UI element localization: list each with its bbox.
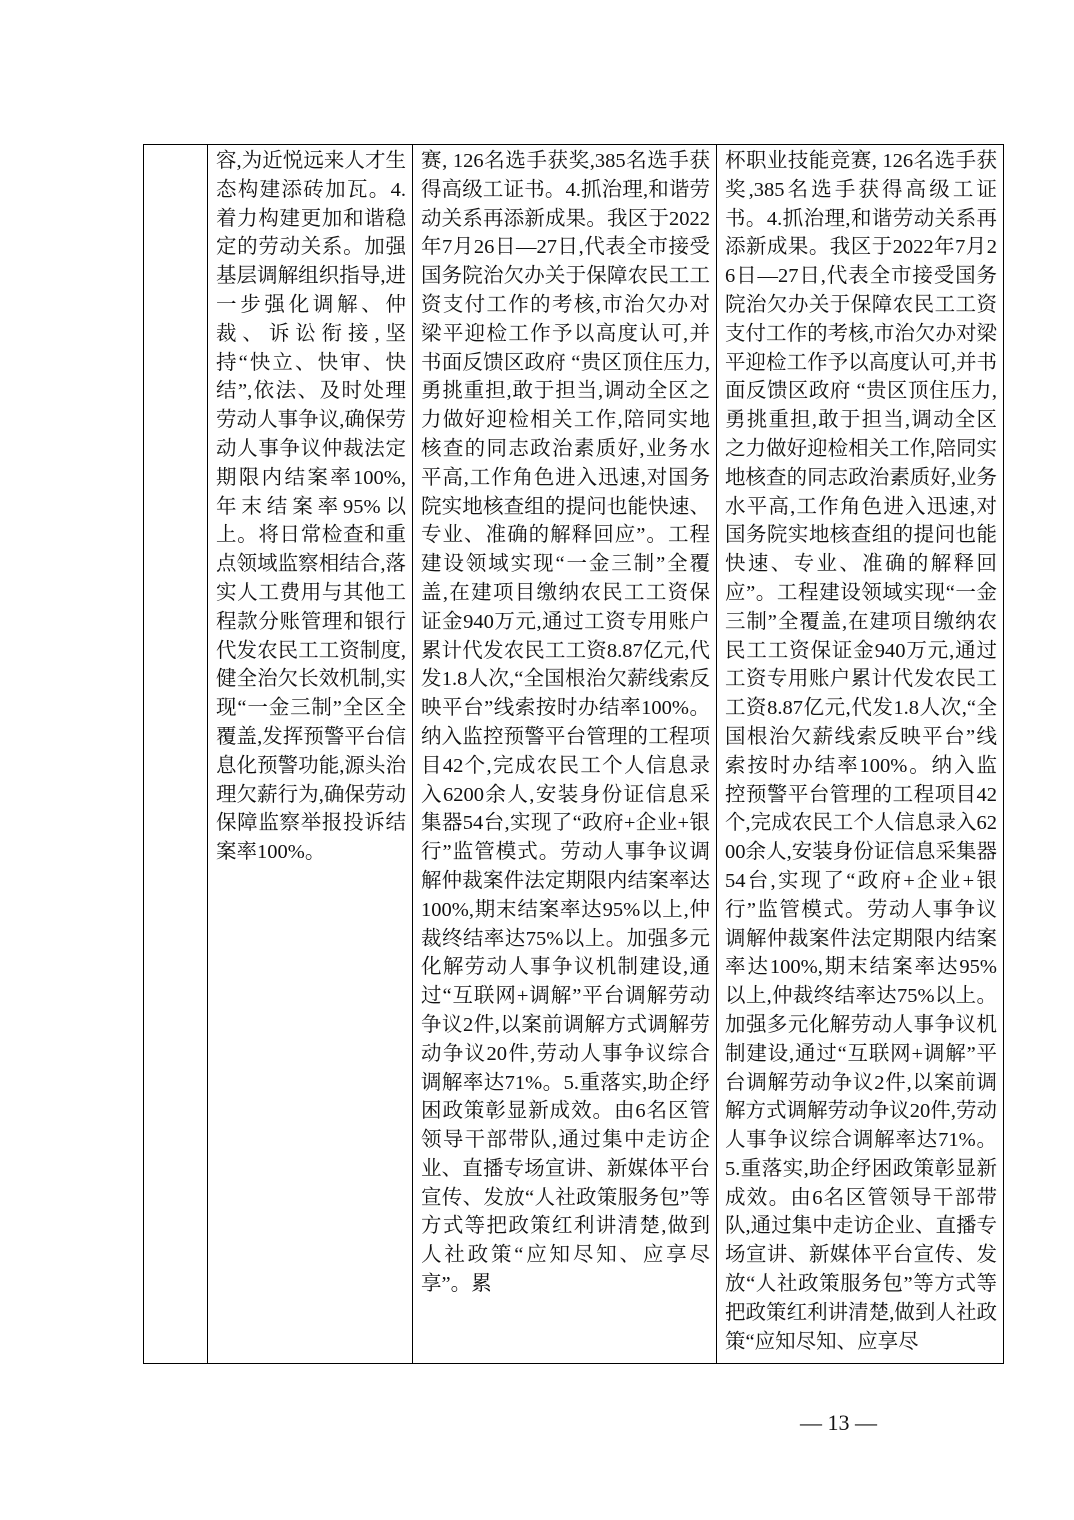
- table-cell-goals: [208, 145, 413, 1364]
- page-number: — 13 —: [800, 1410, 877, 1435]
- table-cell-results: [717, 145, 1004, 1364]
- results-text: 杯职业技能竞赛, 126名选手获奖,385名选手获得高级工证书。4.抓治理,和谐劳动关系再添新成果。我区于2022年7月26日—27日,代表全市接受国务院治欠办关于保障农民工工资支付工作的考核,市治欠办对梁平迎检工作予以高度认可,并书面反馈区政府 “贵区顶住压力,勇挑重担,敢于担当,调动全区之力做好迎检相关工作,陪同实地核查的同志政治素质好,业务水平高,工作角色进入迅速,对国务院实地核查组的提问也能快速、专业、准确的解释回应”。工程建设领域实现“一金三制”全覆盖,在建项目缴纳农民工工资保证金940万元,通过工资专用账户累计代发农民工工资8.87亿元,代发1.8人次,“全国根治欠薪线索反映平台”线索按时办结率100%。纳入监控预警平台管理的工程项目42个,完成农民工个人信息录入6200余人,安装身份证信息采集器54台,实现了“政府+企业+银行”监管模式。劳动人事争议调解仲裁案件法定期限内结案率达100%,期末结案率达95%以上,仲裁终结率达75%以上。加强多元化解劳动人事争议机制建设,通过“互联网+调解”平台调解劳动争议2件,以案前调解方式调解劳动争议20件,劳动人事争议综合调解率达71%。5.重落实,助企纾困政策彰显新成效。由6名区管领导干部带队,通过集中走访企业、直播专场宣讲、新媒体平台宣传、发放“人社政策服务包”等方式等把政策红利讲清楚,做到人社政策“应知尽知、应享尽: [725, 150, 997, 1353]
- table-row: [144, 145, 1004, 1364]
- progress-text: 赛, 126名选手获奖,385名选手获得高级工证书。4.抓治理,和谐劳动关系再添新成果。我区于2022年7月26日—27日,代表全市接受国务院治欠办关于保障农民工工资支付工作的考核,市治欠办对梁平迎检工作予以高度认可,并书面反馈区政府 “贵区顶住压力,勇挑重担,敢于担当,调动全区之力做好迎检相关工作,陪同实地核查的同志政治素质好,业务水平高,工作角色进入迅速,对国务院实地核查组的提问也能快速、专业、准确的解释回应”。工程建设领域实现“一金三制”全覆盖,在建项目缴纳农民工工资保证金940万元,通过工资专用账户累计代发农民工工资8.87亿元,代发1.8人次,“全国根治欠薪线索反映平台”线索按时办结率100%。纳入监控预警平台管理的工程项目42个,完成农民工个人信息录入6200余人,安装身份证信息采集器54台,实现了“政府+企业+银行”监管模式。劳动人事争议调解仲裁案件法定期限内结案率达100%,期末结案率达95%以上,仲裁终结率达75%以上。加强多元化解劳动人事争议机制建设,通过“互联网+调解”平台调解劳动争议2件,以案前调解方式调解劳动争议20件,劳动人事争议综合调解率达71%。5.重落实,助企纾困政策彰显新成效。由6名区管领导干部带队,通过集中走访企业、直播专场宣讲、新媒体平台宣传、发放“人社政策服务包”等方式等把政策红利讲清楚,做到人社政策“应知尽知、应享尽享”。累: [421, 150, 710, 1296]
- table-cell-index: [144, 145, 208, 1364]
- goals-text: 容,为近悦远来人才生态构建添砖加瓦。4.着力构建更加和谐稳定的劳动关系。加强基层调解组织指导,进一步强化调解、仲裁、诉讼衔接,坚持“快立、快审、快结”,依法、及时处理劳动人事争议,确保劳动人事争议仲裁法定期限内结案率100%,年末结案率95%以上。将日常检查和重点领域监察相结合,落实人工费用与其他工程款分账管理和银行代发农民工工资制度,健全治欠长效机制,实现“一金三制”全区全覆盖,发挥预警平台信息化预警功能,源头治理欠薪行为,确保劳动保障监察举报投诉结案率100%。: [216, 150, 406, 864]
- content-table: [143, 144, 1004, 1364]
- table-cell-progress: [413, 145, 717, 1364]
